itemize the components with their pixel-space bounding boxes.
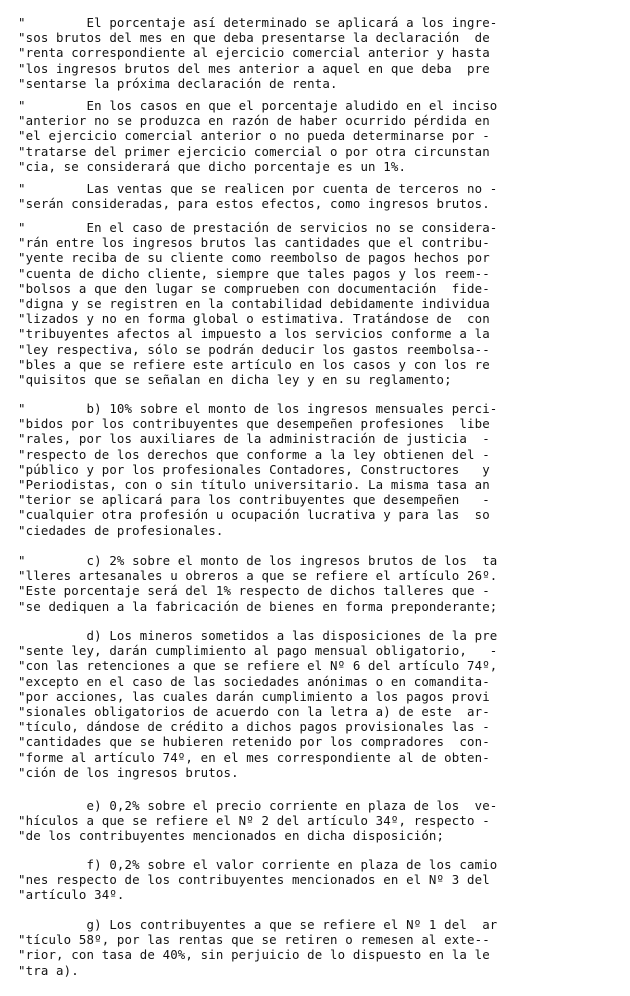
text-line: " Las ventas que se realicen por cuenta de terceros no - [18,181,498,196]
text-line: "cualquier otra profesión u ocupación lucrativa y para las so [18,507,490,523]
text-line: "rán entre los ingresos brutos las cantidades que el contribu- [18,235,490,251]
text-line: "rior, con tasa de 40%, sin perjuicio de lo dispuesto en la le [18,947,490,963]
text-line: d) Los mineros sometidos a las disposiciones de la pre [18,628,498,643]
text-line: "ciedades de profesionales. [18,522,224,538]
text-line: "sentarse la próxima declaración de renta. [18,75,338,91]
text-line: "forme al artículo 74º, en el mes correspondiente al de obten- [18,749,490,765]
text-line: "cuenta de dicho cliente, siempre que tales pagos y los reem-- [18,265,490,281]
text-line: "yente reciba de su cliente como reembolso de pagos hechos por [18,250,490,266]
text-line: "nes respecto de los contribuyentes mencionados en el Nº 3 del [18,872,490,888]
text-line: "quisitos que se señalan en dicha ley y en su reglamento; [18,372,452,387]
text-line: "ley respectiva, sólo se podrán deducir los gastos reembolsa-- [18,341,490,357]
text-line: "bolsos a que den lugar se comprueben con documentación fide- [18,280,490,296]
text-line: "tra a). [18,962,79,978]
text-line: "ción de los ingresos brutos. [18,764,239,780]
text-line: "hículos a que se refiere el Nº 2 del artículo 34º, respecto - [18,813,490,829]
text-line: "lizados y no en forma global o estimativa. Tratándose de con [18,311,490,327]
text-line: "serán consideradas, para estos efectos, como ingresos brutos. [18,196,490,212]
text-line: "digna y se registren en la contabilidad debidamente individua [18,296,490,311]
text-line: "rales, por los auxiliares de la administración de justicia - [18,431,490,447]
text-line: "por acciones, las cuales darán cumplimiento a los pagos provi [18,688,490,704]
text-line: e) 0,2% sobre el precio corriente en plaza de los ve- [18,798,498,813]
text-line: " En el caso de prestación de servicios no se considera- [18,220,498,235]
text-line: f) 0,2% sobre el valor corriente en plaza de los camio [18,857,498,872]
text-line: "tículo 58º, por las rentas que se retiren o remesen al exte-- [18,932,490,948]
text-line: "Periodistas, con o sin título universitario. La misma tasa an [18,477,490,492]
text-line: "bidos por los contribuyentes que desempeñen profesiones libe [18,416,490,432]
text-line: " El porcentaje así determinado se aplicará a los ingre- [18,15,498,30]
text-line: "renta correspondiente al ejercicio comercial anterior y hasta [18,45,490,61]
text-line: "tículo, dándose de crédito a dichos pagos provisionales las - [18,719,490,735]
text-line: " En los casos en que el porcentaje aludido en el inciso [18,98,498,113]
text-line: "bles a que se refiere este artículo en los casos y con los re [18,356,490,372]
text-line: " c) 2% sobre el monto de los ingresos brutos de los ta [18,553,498,568]
text-line: "Este porcentaje será del 1% respecto de dichos talleres que - [18,583,490,599]
text-line: "tribuyentes afectos al impuesto a los servicios conforme a la [18,326,490,342]
text-line: "terior se aplicará para los contribuyentes que desempeñen - [18,492,490,508]
text-line: "sionales obligatorios de acuerdo con la letra a) de este ar- [18,704,490,719]
text-line: "excepto en el caso de las sociedades anónimas o en comandita- [18,673,490,689]
text-line: g) Los contribuyentes a que se refiere el Nº 1 del ar [18,917,498,932]
text-line: "el ejercicio comercial anterior o no pueda determinarse por - [18,128,490,144]
text-line: "respecto de los derechos que conforme a la ley obtienen del - [18,446,490,462]
text-line: "los ingresos brutos del mes anterior a aquel en que deba pre [18,60,490,76]
text-line: "público y por los profesionales Contadores, Constructores y [18,461,490,477]
text-line: "cantidades que se hubieren retenido por los compradores con- [18,734,490,750]
text-line: "lleres artesanales u obreros a que se refiere el artículo 26º. [18,568,498,584]
text-line: "anterior no se produzca en razón de haber ocurrido pérdida en [18,113,490,129]
text-line: "con las retenciones a que se refiere el Nº 6 del artículo 74º, [18,658,498,674]
text-line: "tratarse del primer ejercicio comercial o por otra circunstan [18,143,490,159]
text-line: "sos brutos del mes en que deba presentarse la declaración de [18,30,490,46]
text-line: "se dediquen a la fabricación de bienes en forma preponderante; [18,598,498,614]
text-line: "sente ley, darán cumplimiento al pago mensual obligatorio, - [18,643,498,659]
text-line: " b) 10% sobre el monto de los ingresos mensuales perci- [18,401,498,416]
text-line: "de los contribuyentes mencionados en dicha disposición; [18,828,445,844]
text-line: "cia, se considerará que dicho porcentaje es un 1%. [18,158,407,174]
text-line: "artículo 34º. [18,887,125,903]
